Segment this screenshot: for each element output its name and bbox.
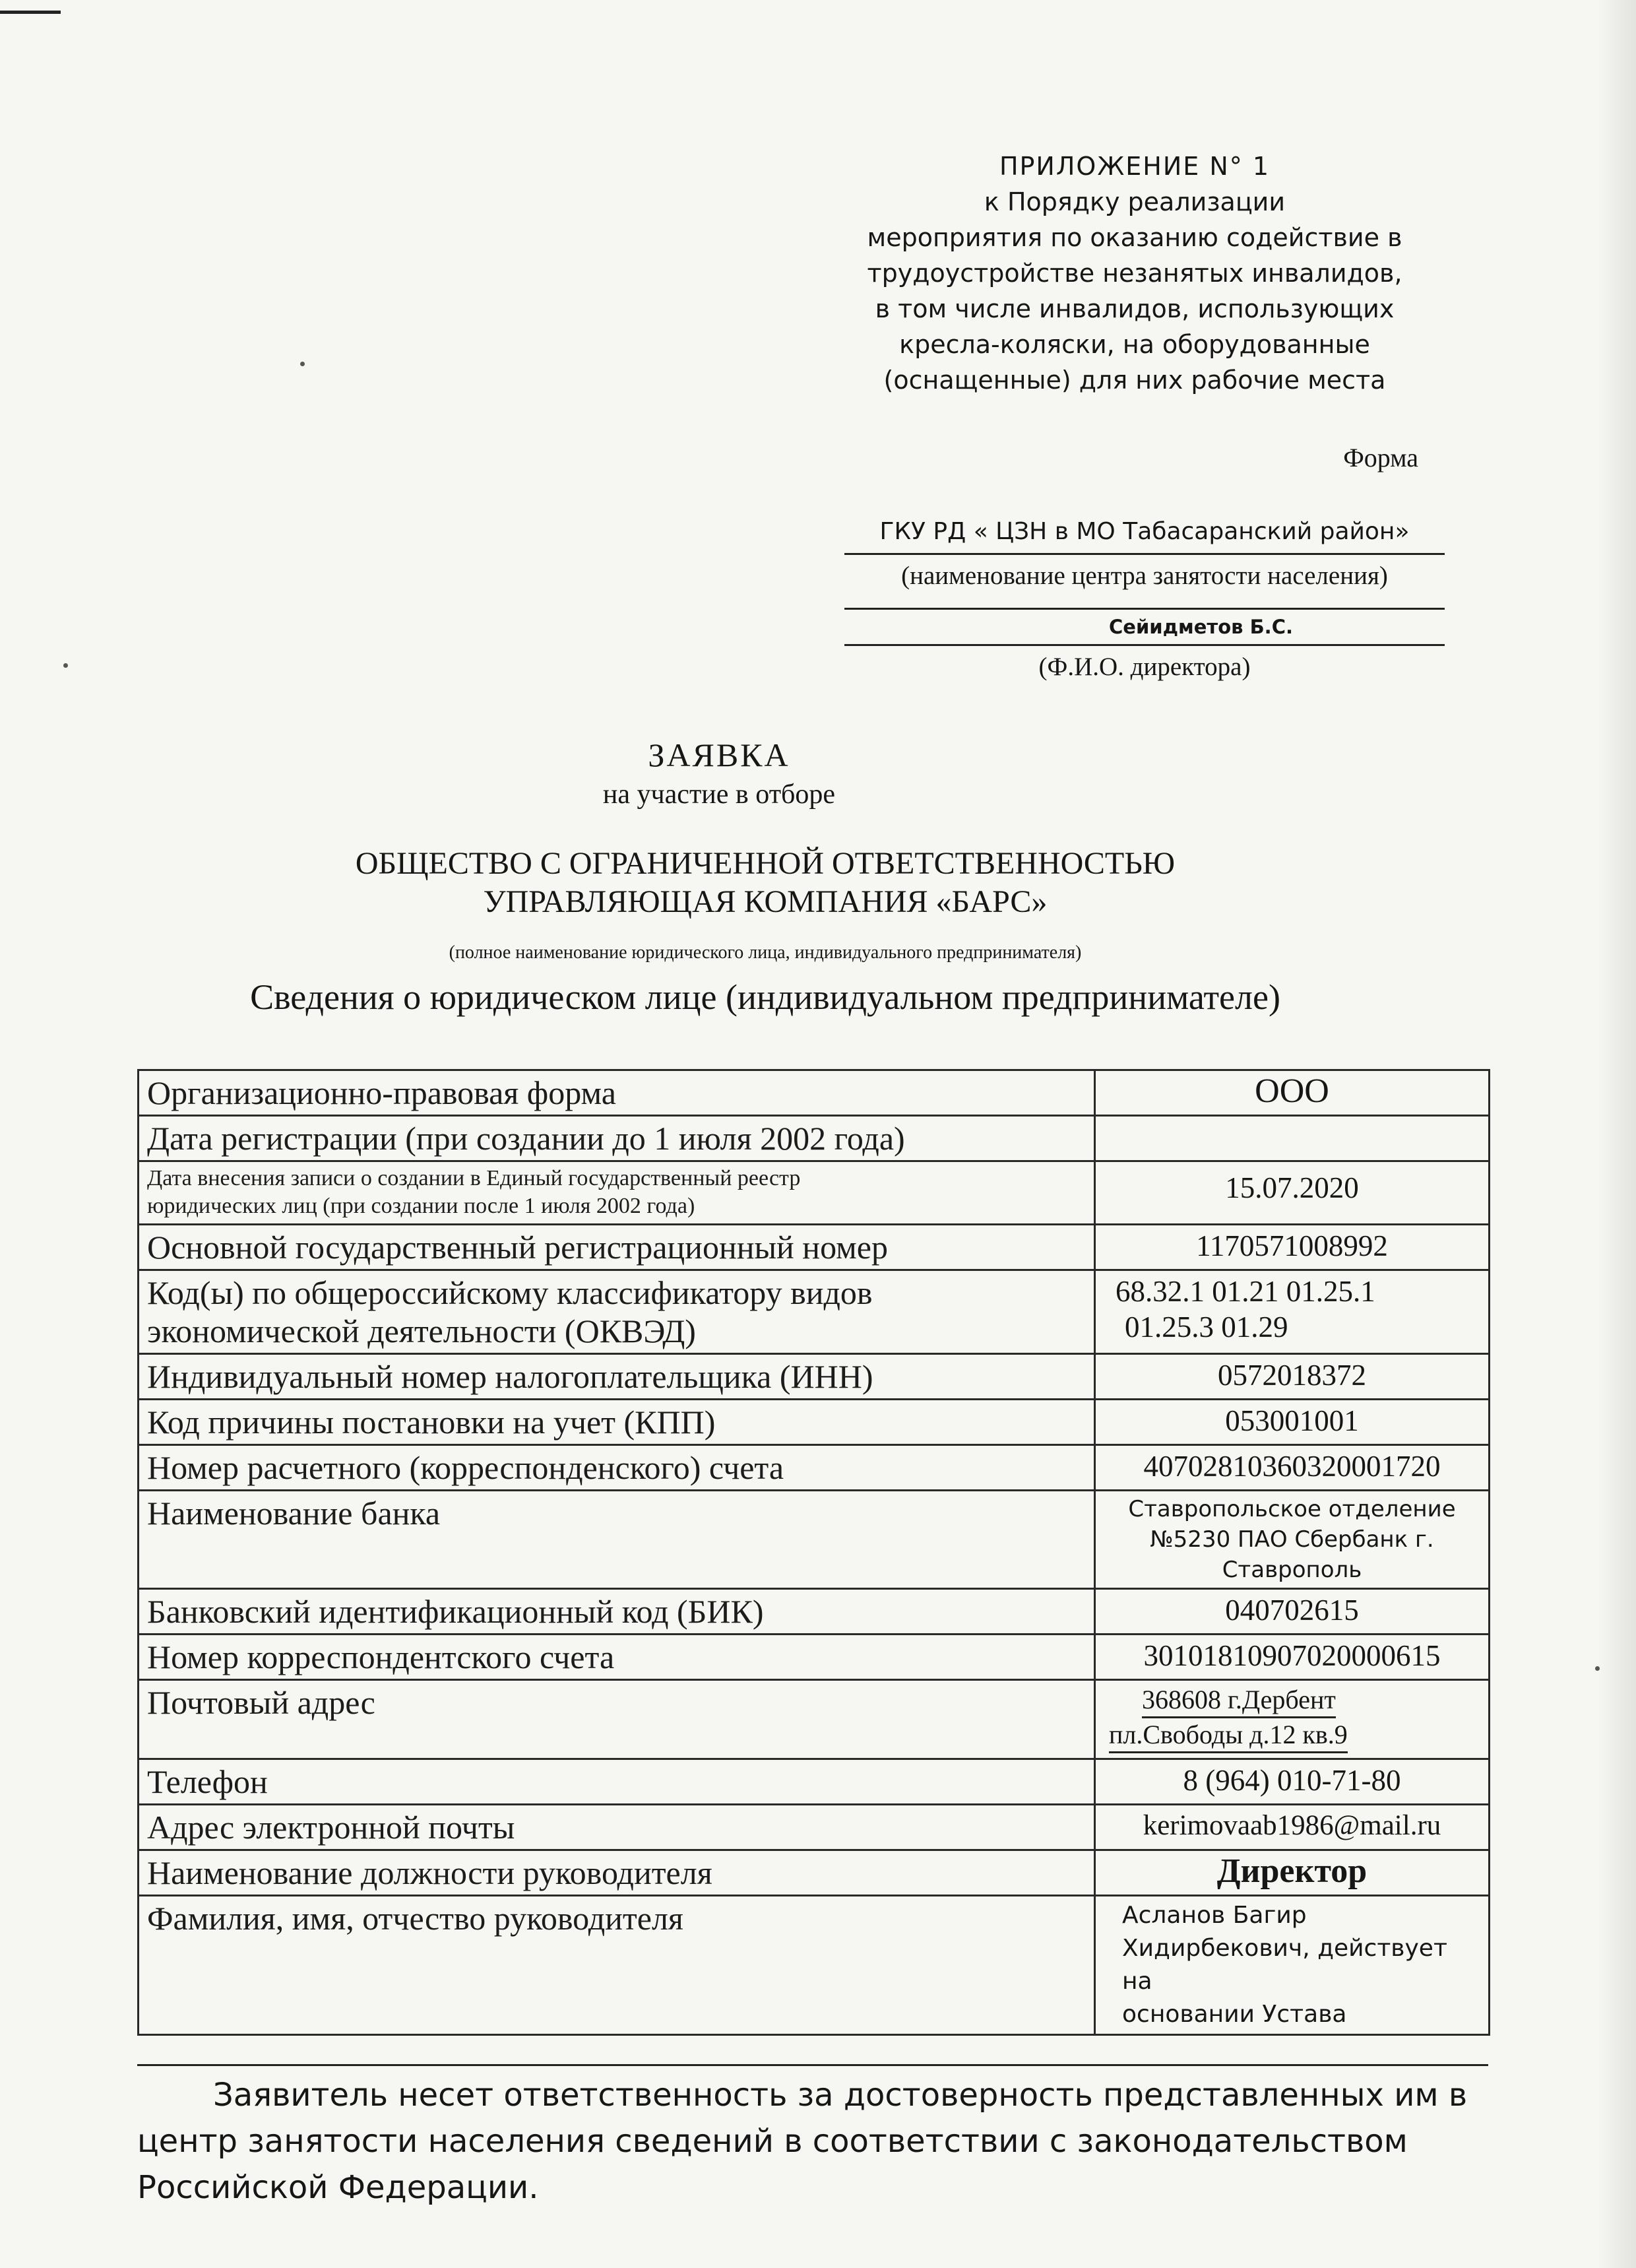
row-value: 040702615 bbox=[1095, 1589, 1490, 1635]
row-value-line: 01.25.3 01.29 bbox=[1125, 1311, 1288, 1344]
row-label: Банковский идентификационный код (БИК) bbox=[139, 1589, 1095, 1635]
table-row bbox=[139, 1491, 1490, 1589]
row-label bbox=[139, 1270, 1095, 1354]
row-label: Основной государственный регистрационный номер bbox=[139, 1225, 1095, 1270]
row-label: Телефон bbox=[139, 1759, 1095, 1805]
row-value: 15.07.2020 bbox=[1095, 1161, 1490, 1225]
appendix-line: (оснащенные) для них рабочие места bbox=[883, 366, 1386, 395]
row-label: Номер расчетного (корреспонденского) счета bbox=[139, 1445, 1095, 1491]
row-label: Дата регистрации (при создании до 1 июля 2002 года) bbox=[139, 1116, 1095, 1161]
row-value: ООО bbox=[1095, 1070, 1490, 1116]
row-value: kerimovaab1986@mail.ru bbox=[1095, 1805, 1490, 1850]
row-value: 30101810907020000615 bbox=[1095, 1635, 1490, 1680]
applicant-name-line: УПРАВЛЯЮЩАЯ КОМПАНИЯ «БАРС» bbox=[483, 884, 1048, 919]
table-row bbox=[139, 1116, 1490, 1161]
recipient-block bbox=[844, 515, 1445, 684]
row-label: Наименование должности руководителя bbox=[139, 1850, 1095, 1896]
row-value-line: Ставрополь bbox=[1222, 1557, 1362, 1583]
row-label bbox=[139, 1161, 1095, 1225]
scan-speck bbox=[63, 663, 68, 668]
applicant-name bbox=[0, 845, 1583, 921]
separator-line bbox=[137, 2064, 1488, 2066]
row-label-line: Дата внесения записи о создании в Единый государственный реестр bbox=[147, 1166, 801, 1190]
row-value bbox=[1095, 1116, 1490, 1161]
director-name: Сейидметов Б.С. bbox=[1109, 616, 1293, 638]
company-info-table bbox=[137, 1069, 1490, 2036]
row-value: 8 (964) 010-71-80 bbox=[1095, 1759, 1490, 1805]
scan-speck bbox=[300, 362, 305, 366]
row-value bbox=[1095, 1896, 1490, 2035]
section-title: Сведения о юридическом лице (индивидуальном предпринимателе) bbox=[250, 977, 1280, 1017]
row-value-line: 68.32.1 01.21 01.25.1 bbox=[1116, 1275, 1375, 1308]
row-label-line: экономической деятельности (ОКВЭД) bbox=[147, 1312, 696, 1349]
appendix-line: трудоустройстве незанятых инвалидов, bbox=[867, 259, 1402, 288]
table-row bbox=[139, 1635, 1490, 1680]
table-row bbox=[139, 1354, 1490, 1400]
row-label: Наименование банка bbox=[139, 1491, 1095, 1589]
employment-center-name: ГКУ РД « ЦЗН в МО Табасаранский район» bbox=[879, 518, 1410, 545]
row-value-line: Ставропольское отделение bbox=[1128, 1496, 1456, 1522]
row-value: 0572018372 bbox=[1095, 1354, 1490, 1400]
row-value: 1170571008992 bbox=[1095, 1225, 1490, 1270]
row-label: Почтовый адрес bbox=[139, 1680, 1095, 1759]
appendix-line: кресла-коляски, на оборудованные bbox=[899, 330, 1370, 359]
appendix-line: в том числе инвалидов, использующих bbox=[875, 294, 1395, 323]
appendix-header bbox=[831, 148, 1438, 398]
table-row bbox=[139, 1225, 1490, 1270]
table-row bbox=[139, 1805, 1490, 1850]
table-row bbox=[139, 1680, 1490, 1759]
row-value: 053001001 bbox=[1095, 1400, 1490, 1445]
row-label: Номер корреспондентского счета bbox=[139, 1635, 1095, 1680]
employment-center-caption: (наименование центра занятости населения) bbox=[901, 562, 1388, 590]
table-row bbox=[139, 1070, 1490, 1116]
row-label: Адрес электронной почты bbox=[139, 1805, 1095, 1850]
appendix-number: ПРИЛОЖЕНИЕ N° 1 bbox=[999, 152, 1271, 181]
row-label-line: юридических лиц (при создании после 1 июля 2002 года) bbox=[147, 1194, 695, 1218]
underline bbox=[844, 553, 1445, 555]
table-row bbox=[139, 1445, 1490, 1491]
row-value-line: Асланов Багир bbox=[1122, 1902, 1307, 1929]
document-title: ЗАЯВКА bbox=[648, 736, 790, 773]
row-value-line: №5230 ПАО Сбербанк г. bbox=[1150, 1526, 1434, 1553]
applicant-name-line: ОБЩЕСТВО С ОГРАНИЧЕННОЙ ОТВЕТСТВЕННОСТЬЮ bbox=[355, 846, 1176, 881]
table-row bbox=[139, 1896, 1490, 2035]
row-value bbox=[1095, 1270, 1490, 1354]
document-subtitle: на участие в отборе bbox=[602, 779, 836, 810]
row-value-line: Хидирбекович, действует на bbox=[1122, 1935, 1447, 1995]
row-value-line: пл.Свободы д.12 кв.9 bbox=[1109, 1718, 1348, 1753]
row-value-line: основании Устава bbox=[1122, 2001, 1347, 2028]
director-caption: (Ф.И.О. директора) bbox=[1038, 653, 1251, 681]
table-row bbox=[139, 1270, 1490, 1354]
row-label-line: Код(ы) по общероссийскому классификатору видов bbox=[147, 1274, 873, 1311]
scan-mark bbox=[0, 11, 61, 14]
page-edge-shadow bbox=[1596, 0, 1636, 2268]
row-value bbox=[1095, 1491, 1490, 1589]
row-label: Код причины постановки на учет (КПП) bbox=[139, 1400, 1095, 1445]
row-label: Фамилия, имя, отчество руководителя bbox=[139, 1896, 1095, 2035]
row-value: Директор bbox=[1095, 1850, 1490, 1896]
row-value: 40702810360320001720 bbox=[1095, 1445, 1490, 1491]
scan-speck bbox=[1595, 1666, 1600, 1671]
row-label: Индивидуальный номер налогоплательщика (ИНН) bbox=[139, 1354, 1095, 1400]
row-label: Организационно-правовая форма bbox=[139, 1070, 1095, 1116]
row-value bbox=[1095, 1680, 1490, 1759]
underline bbox=[844, 608, 1445, 610]
table-row bbox=[139, 1400, 1490, 1445]
form-label: Форма bbox=[1343, 443, 1418, 472]
row-value-line: 368608 г.Дербент bbox=[1142, 1683, 1336, 1718]
appendix-line: мероприятия по оказанию содействие в bbox=[867, 223, 1402, 252]
table-row bbox=[139, 1850, 1490, 1896]
table-row bbox=[139, 1161, 1490, 1225]
underline bbox=[844, 644, 1445, 646]
table-row bbox=[139, 1759, 1490, 1805]
appendix-line: к Порядку реализации bbox=[984, 187, 1286, 216]
table-row bbox=[139, 1589, 1490, 1635]
applicant-caption: (полное наименование юридического лица, индивидуального предпринимателя) bbox=[449, 942, 1082, 963]
applicant-responsibility-statement: Заявитель несет ответственность за достоверность представленных им в центр занятости населения сведений в соответствии с законодательством Российской Федерации. bbox=[137, 2077, 1468, 2206]
